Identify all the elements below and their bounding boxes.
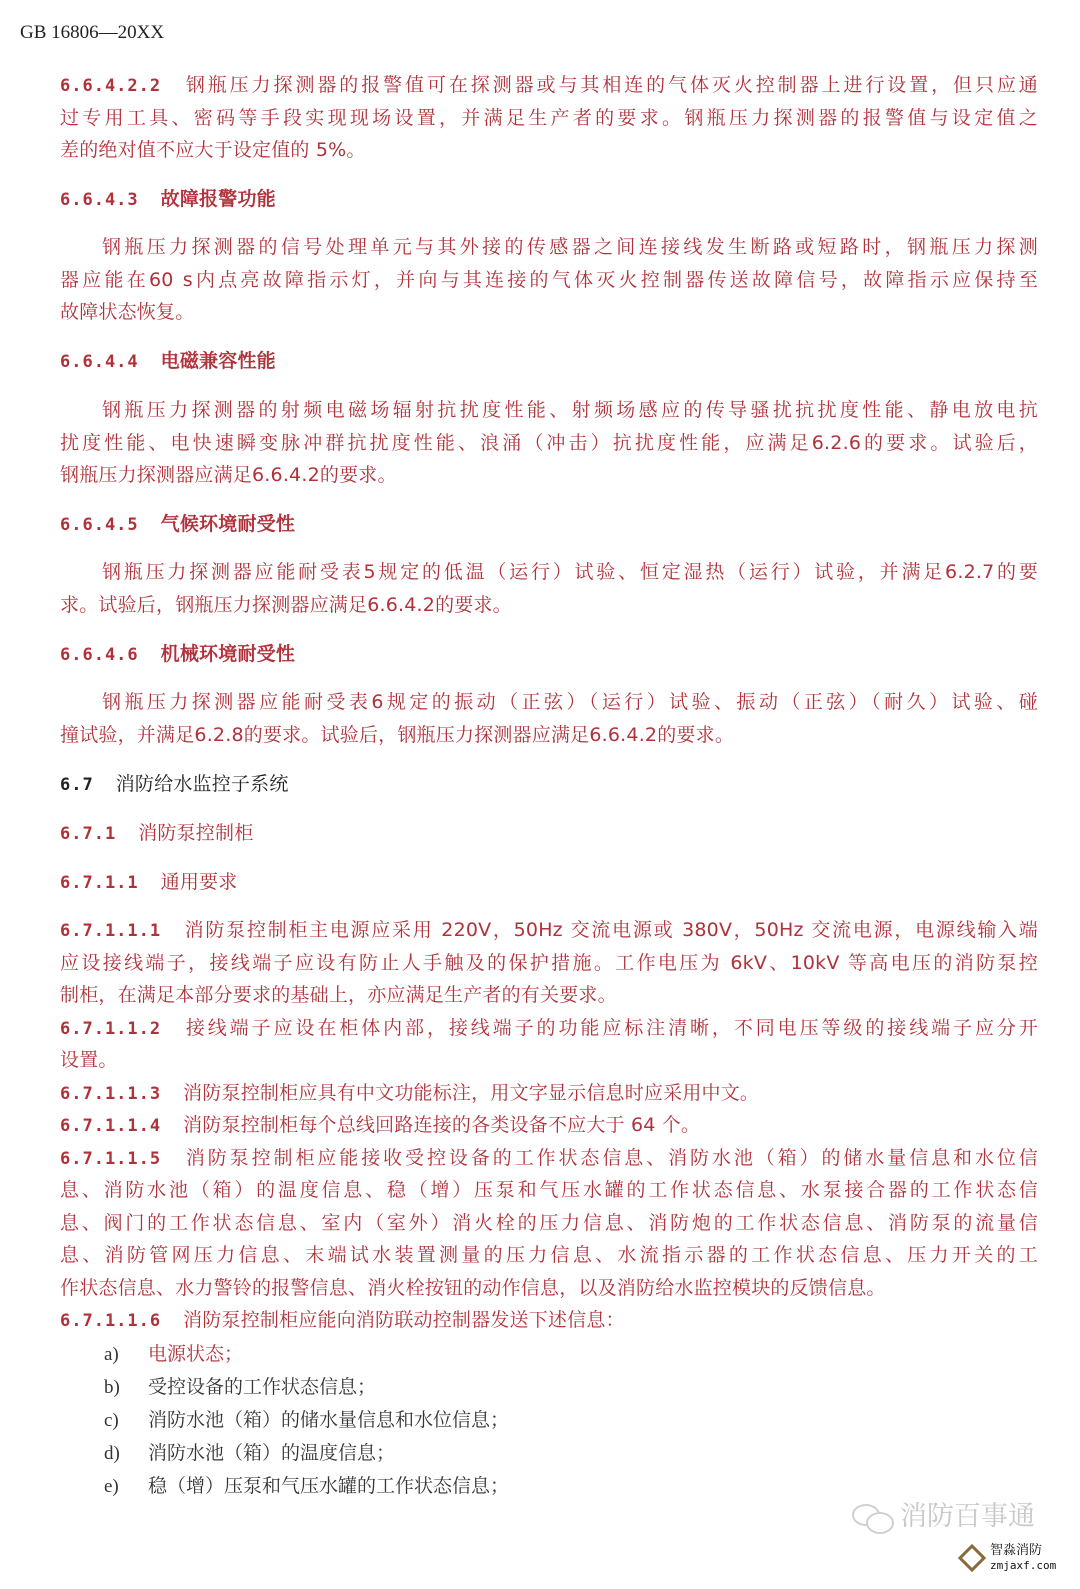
clause-6-6-4-2-2 bbox=[60, 69, 1038, 167]
paragraph-line: 扰度性能、电快速瞬变脉冲群抗扰度性能、浪涌（冲击）抗扰度性能，应满足6.2.6的要求。试验后， bbox=[60, 431, 1038, 454]
clause-line bbox=[60, 1012, 1038, 1045]
clause-text: 消防泵控制柜应能接收受控设备的工作状态信息、消防水池（箱）的储水量信息和水位信 bbox=[183, 1146, 1038, 1169]
section-number: 6.7.1.1 bbox=[60, 873, 139, 893]
list-text: 电源状态； bbox=[148, 1343, 244, 1365]
list-text: 消防水池（箱）的储水量信息和水位信息； bbox=[148, 1409, 510, 1431]
wechat-icon bbox=[852, 1502, 894, 1532]
clauses-6-7-1-1-x bbox=[60, 914, 1038, 1337]
clause-line bbox=[60, 1304, 1038, 1337]
section-6-6-4-5-body bbox=[60, 556, 1038, 621]
document-code-header: GB 16806—20XX bbox=[20, 22, 165, 43]
paragraph-line: 器应能在60 s内点亮故障指示灯，并向与其连接的气体灭火控制器传送故障信号，故障指示应保持至 bbox=[60, 268, 1038, 291]
section-title: 通用要求 bbox=[160, 871, 238, 893]
paragraph-line: 撞试验，并满足6.2.8的要求。试验后，钢瓶压力探测器应满足6.6.4.2的要求。 bbox=[60, 723, 735, 746]
clause-line: 息、消防水池（箱）的温度信息、稳（增）压泵和气压水罐的工作状态信息、水泵接合器的工作状态信 bbox=[60, 1179, 1038, 1201]
channel-name: 消防百事通 bbox=[900, 1501, 1035, 1532]
section-6-6-4-5 bbox=[60, 508, 1038, 541]
section-heading bbox=[60, 817, 1038, 850]
section-title: 故障报警功能 bbox=[160, 188, 276, 210]
section-6-7 bbox=[60, 768, 1038, 801]
section-title: 消防泵控制柜 bbox=[138, 822, 254, 844]
brand-url: zmjaxf.com bbox=[990, 1559, 1057, 1572]
list-item bbox=[104, 1404, 509, 1437]
section-heading bbox=[60, 866, 1038, 899]
clause-line: 应设接线端子，接线端子应设有防止人手触及的保护措施。工作电压为 6kV、10kV 等高电压的消防泵控 bbox=[60, 951, 1038, 974]
clause-line: 作状态信息、水力警铃的报警信息、消火栓按钮的动作信息，以及消防给水监控模块的反馈信息。 bbox=[60, 1276, 886, 1299]
list-label: d) bbox=[104, 1443, 120, 1464]
clause-line: 差的绝对值不应大于设定值的 5%。 bbox=[60, 139, 366, 161]
paragraph-line: 钢瓶压力探测器应能耐受表6规定的振动（正弦）（运行）试验、振动（正弦）（耐久）试验、碰 bbox=[102, 691, 1038, 713]
section-6-6-4-6-body bbox=[60, 686, 1038, 751]
clause-line: 息、消防管网压力信息、末端试水装置测量的压力信息、水流指示器的工作状态信息、压力开关的工 bbox=[60, 1244, 1038, 1266]
list-item bbox=[104, 1470, 509, 1503]
section-6-6-4-6 bbox=[60, 638, 1038, 671]
paragraph-line: 钢瓶压力探测器的信号处理单元与其外接的传感器之间连接线发生断路或短路时，钢瓶压力探测 bbox=[102, 236, 1038, 258]
clause-text: 钢瓶压力探测器的报警值可在探测器或与其相连的气体灭火控制器上进行设置，但只应通 bbox=[183, 74, 1038, 96]
clause-text: 消防泵控制柜主电源应采用 220V，50Hz 交流电源或 380V，50Hz 交流电源，电源线输入端 bbox=[183, 919, 1038, 941]
section-heading bbox=[60, 345, 1038, 378]
section-heading bbox=[60, 183, 1038, 216]
section-6-7-1 bbox=[60, 817, 1038, 850]
wechat-watermark bbox=[852, 1500, 1035, 1534]
section-heading bbox=[60, 768, 1038, 801]
clause-line bbox=[60, 1142, 1038, 1175]
paragraph-line: 求。试验后，钢瓶压力探测器应满足6.6.4.2的要求。 bbox=[60, 593, 512, 616]
brand-logo-icon bbox=[958, 1544, 986, 1572]
section-number: 6.6.4.5 bbox=[60, 515, 139, 535]
clause-line bbox=[60, 914, 1038, 947]
clause-text: 消防泵控制柜应能向消防联动控制器发送下述信息： bbox=[183, 1309, 625, 1331]
brand-name: 智淼消防 bbox=[990, 1543, 1043, 1558]
section-number: 6.6.4.4 bbox=[60, 352, 139, 372]
clause-number: 6.6.4.2.2 bbox=[60, 76, 162, 96]
section-6-6-4-4 bbox=[60, 345, 1038, 378]
clause-line: 息、阀门的工作状态信息、室内（室外）消火栓的压力信息、消防炮的工作状态信息、消防泵的流量信 bbox=[60, 1211, 1038, 1234]
clause-number: 6.7.1.1.6 bbox=[60, 1311, 162, 1331]
paragraph-line: 钢瓶压力探测器应满足6.6.4.2的要求。 bbox=[60, 464, 397, 486]
list-label: a) bbox=[104, 1344, 119, 1365]
clause-line bbox=[60, 1109, 1038, 1142]
clause-number: 6.7.1.1.2 bbox=[60, 1018, 162, 1039]
section-number: 6.7 bbox=[60, 775, 94, 795]
clause-line: 设置。 bbox=[60, 1049, 118, 1071]
list-label: b) bbox=[104, 1377, 120, 1398]
clause-number: 6.7.1.1.5 bbox=[60, 1148, 162, 1169]
list-label: c) bbox=[104, 1410, 119, 1431]
section-title: 消防给水监控子系统 bbox=[115, 773, 289, 795]
clause-line bbox=[60, 1077, 1038, 1110]
clause-number: 6.7.1.1.1 bbox=[60, 921, 162, 941]
clause-line bbox=[60, 69, 1038, 102]
section-6-6-4-3-body bbox=[60, 231, 1038, 329]
section-title: 气候环境耐受性 bbox=[160, 513, 296, 535]
list-item bbox=[104, 1338, 243, 1371]
section-title: 机械环境耐受性 bbox=[160, 643, 296, 665]
list-text: 稳（增）压泵和气压水罐的工作状态信息； bbox=[148, 1475, 510, 1497]
paragraph-line: 故障状态恢复。 bbox=[60, 301, 195, 323]
clause-text: 接线端子应设在柜体内部，接线端子的功能应标注清晰，不同电压等级的接线端子应分开 bbox=[183, 1016, 1038, 1039]
list-text: 消防水池（箱）的温度信息； bbox=[148, 1442, 396, 1464]
clause-text: 消防泵控制柜应具有中文功能标注，用文字显示信息时应采用中文。 bbox=[183, 1081, 760, 1104]
list-text: 受控设备的工作状态信息； bbox=[148, 1376, 377, 1398]
section-6-6-4-4-body bbox=[60, 394, 1038, 492]
paragraph-line: 钢瓶压力探测器应能耐受表5规定的低温（运行）试验、恒定湿热（运行）试验，并满足6.2.7的要 bbox=[102, 561, 1038, 583]
clause-line: 过专用工具、密码等手段实现现场设置，并满足生产者的要求。钢瓶压力探测器的报警值与设定值之 bbox=[60, 106, 1038, 129]
section-heading bbox=[60, 508, 1038, 541]
section-number: 6.6.4.6 bbox=[60, 645, 139, 665]
clause-number: 6.7.1.1.3 bbox=[60, 1083, 162, 1104]
list-label: e) bbox=[104, 1476, 119, 1497]
list-item bbox=[104, 1437, 395, 1470]
section-6-7-1-1 bbox=[60, 866, 1038, 899]
clause-number: 6.7.1.1.4 bbox=[60, 1116, 162, 1136]
section-heading bbox=[60, 638, 1038, 671]
paragraph-line: 钢瓶压力探测器的射频电磁场辐射抗扰度性能、射频场感应的传导骚扰抗扰度性能、静电放电抗 bbox=[102, 399, 1038, 421]
clause-text: 消防泵控制柜每个总线回路连接的各类设备不应大于 64 个。 bbox=[183, 1114, 701, 1136]
section-number: 6.6.4.3 bbox=[60, 190, 139, 210]
section-6-6-4-3 bbox=[60, 183, 1038, 216]
list-item bbox=[104, 1371, 376, 1404]
brand-logo bbox=[962, 1543, 1056, 1573]
section-title: 电磁兼容性能 bbox=[160, 350, 276, 372]
section-number: 6.7.1 bbox=[60, 824, 117, 844]
clause-line: 制柜，在满足本部分要求的基础上，亦应满足生产者的有关要求。 bbox=[60, 984, 617, 1006]
